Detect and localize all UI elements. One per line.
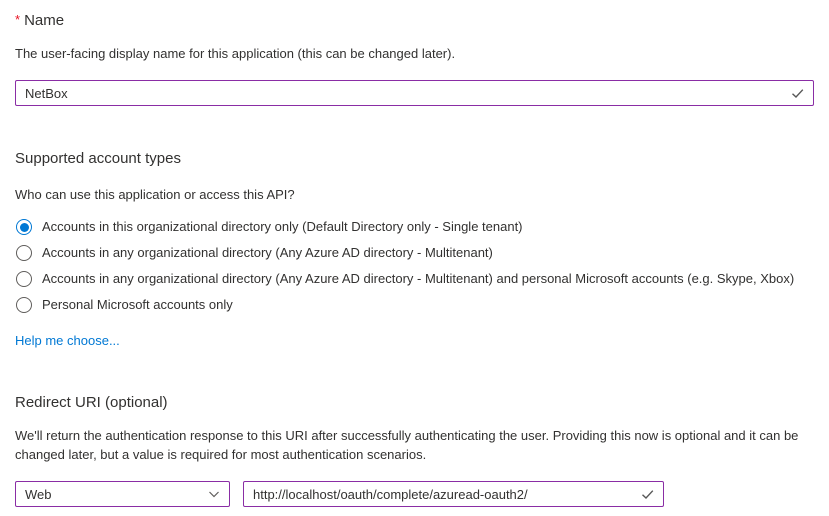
name-description: The user-facing display name for this application (this can be changed later).: [15, 46, 456, 61]
name-section-label: Name: [24, 12, 65, 29]
radio-option-personal-only[interactable]: [15, 292, 814, 318]
radio-option-label: Accounts in this organizational directory only (Default Directory only - Single tenant): [42, 219, 523, 234]
radio-option-multitenant[interactable]: [15, 240, 814, 266]
checkmark-icon: [790, 86, 805, 101]
platform-select[interactable]: [15, 481, 230, 507]
redirect-uri-controls: [15, 481, 814, 507]
required-asterisk: *: [15, 12, 21, 27]
account-types-radio-group: [15, 214, 814, 318]
redirect-uri-input[interactable]: [244, 482, 663, 506]
radio-option-single-tenant[interactable]: [15, 214, 814, 240]
radio-option-label: Personal Microsoft accounts only: [42, 297, 233, 312]
name-section-title: [15, 10, 814, 31]
account-types-section: [15, 149, 814, 350]
radio-option-multitenant-personal[interactable]: [15, 266, 814, 292]
name-input-container: [15, 80, 814, 106]
radio-button-icon[interactable]: [16, 297, 32, 313]
radio-button-icon[interactable]: [16, 245, 32, 261]
checkmark-icon: [640, 487, 655, 502]
name-input[interactable]: [16, 81, 813, 105]
redirect-uri-section: [15, 393, 814, 507]
redirect-uri-input-container: [243, 481, 664, 507]
account-types-question: Who can use this application or access this API?: [15, 187, 295, 202]
help-me-choose-link[interactable]: Help me choose...: [15, 333, 120, 348]
redirect-uri-description: We'll return the authentication response to this URI after successfully authenticating the user. Providing this now is optional and it can be changed later, but a value is required for most authentication scenarios.: [15, 428, 799, 462]
radio-button-icon[interactable]: [16, 271, 32, 287]
radio-button-icon[interactable]: [16, 219, 32, 235]
chevron-down-icon: [207, 487, 221, 501]
platform-select-value: Web: [25, 486, 52, 502]
account-types-title: Supported account types: [15, 150, 181, 167]
radio-option-label: Accounts in any organizational directory (Any Azure AD directory - Multitenant): [42, 245, 493, 260]
radio-option-label: Accounts in any organizational directory (Any Azure AD directory - Multitenant) and personal Microsoft accounts (e.g. Skype, Xbox): [42, 271, 795, 286]
redirect-uri-title: Redirect URI (optional): [15, 394, 168, 411]
